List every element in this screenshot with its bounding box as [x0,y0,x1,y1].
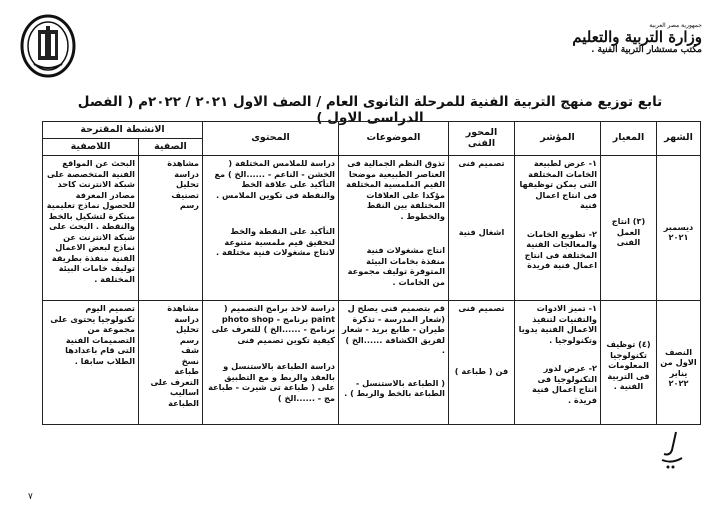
activity-item: طباعة [174,366,199,376]
content-cell [203,156,339,301]
topics-cell [339,301,449,425]
header-topics: الموضوعات [339,122,449,156]
extracurricular-cell: تصميم اليوم تكنولوجيا يحتوى على مجموعة من التصميمات الفنية التى قام باعدادها الطلاب سابقا . [43,301,139,425]
content-item: دراسة للملامس المختلفة ( الخشن - الناعم - ......الخ ) مع التأكيد على علاقة الخط والنقطة فى تكوين الملامس . [214,158,335,200]
header-content: المحتوى [203,122,339,156]
activity-item: رسم [179,334,199,345]
activity-item: نسخ [181,355,199,366]
topic-item: قم بتصميم فنى يصلح ل (شعار المدرسة - تذكرة طيران - طابع بريد - شعار لفريق الكشافة ......الخ ) . [342,303,445,355]
activity-item: التعرف على اساليب الطباعة [150,376,199,408]
content-item: التأكيد على النقطة والخط لتحقيق قيم ملمسية متنوعة لانتاج مشغولات فنية مختلفة . [215,226,335,257]
document-title: تابع توزيع منهج التربية الفنية للمرحلة الثانوى العام / الصف الاول ٢٠٢١ / ٢٠٢٢م ( الفصل الدراسى الاول ) [77,94,663,126]
axis-cell [449,156,515,301]
axis-item: تصميم فنى [458,303,505,313]
school-emblem-logo [20,14,76,78]
activity-item: مشاهدة [167,303,199,313]
table-row [43,301,701,425]
table-row [43,156,701,301]
activity-item: مشاهدة [167,158,199,168]
axis-item: فن ( طباعة ) [454,365,509,376]
ministry-header [532,22,702,55]
header-classroom: الصفية [139,139,203,156]
content-item: دراسة لاحد برامج التصميم ( paint برنامج - photo shop برنامج - ......الخ ) للتعرف على كيفية تكوين تصميم فنى [211,303,335,345]
header-standard: المعيار [601,122,657,156]
indicator-cell [515,301,601,425]
activity-item: تصنيف [171,189,199,200]
activity-item: رسم [179,200,199,210]
header-indicator: المؤشر [515,122,601,156]
topic-item: ( الطباعة بالاستنسل - الطباعة بالخط والربط ) . [344,377,445,398]
month-cell: ديسمبر ٢٠٢١ [657,156,701,301]
office-name: مكتب مستشار التربية الفنية . [591,45,702,55]
signature-mark [658,430,686,470]
header-extracurricular: اللاصفية [43,139,139,156]
standard-cell: (٣) انتاج العمل الفنى [601,156,657,301]
classroom-cell [139,301,203,425]
indicator-cell [515,156,601,301]
topic-item: انتاج مشغولات فنية منفذة بخامات البيئة المتوفرة توليف مجموعة من الخامات . [347,245,445,287]
activity-item: تحليل [176,324,199,334]
indicator-item: ١- تميز الادوات والتقنيات لتنفيذ الاعمال الفنية يدويا وتكنولوجيا . [518,303,597,345]
header-activities: الانشطة المقترحة [43,122,203,139]
country-label: جمهورية مصر العربية [649,22,702,29]
axis-item: تصميم فنى [458,158,505,168]
content-cell [203,301,339,425]
extracurricular-cell: البحث عن المواقع الفنية المتخصصة على شبكة الانترنت كاحد مصادر المعرفة للحصول نماذج تعليمية مبتكرة لتشكيل بالخط والنقطة . البحث على شبكة الانترنت عن نماذج لبعض الاعمال الفنية منفذة بطريقة توليف خامات البيئة المختلفة . [43,156,139,301]
topics-cell [339,156,449,301]
content-item: دراسة الطباعة بالاستنسل و بالعقد والربط و مع التطبيق على ( طباعة تى شيرت - طباعة مج - ......الخ ) [208,361,335,403]
ministry-name: وزارة التربية والتعليم [572,28,702,46]
header-month: الشهر [657,122,701,156]
standard-cell: (٤) توظيف تكنولوجيا المعلومات فى التربية الفنية . [601,301,657,425]
month-cell: النصف الاول من يناير ٢٠٢٢ [657,301,701,425]
header-axis: المحور الفنى [449,122,515,156]
indicator-item: ٢- تطويع الخامات والمعالجات الفنية المختلفة فى انتاج اعمال فنية فريدة [524,228,597,270]
classroom-cell [139,156,203,301]
page-number: ٧ [28,492,33,502]
indicator-item: ١- عرض لطبيعة الخامات المختلفة التى يمكن توظيفها فى انتاج اعمال فنية [519,158,597,210]
axis-cell [449,301,515,425]
activity-item: تحليل [176,179,199,189]
axis-item: اشغال فنية [458,226,505,237]
indicator-item: ٢- عرض لدور التكنولوجيا فى انتاج اعمال فنية فريدة . [532,363,597,405]
activity-item: دراسة [174,168,199,179]
curriculum-table [42,121,701,425]
activity-item: دراسة [174,313,199,324]
activity-item: شف [181,345,199,355]
topic-item: تذوق النظم الجمالية فى العناصر الطبيعية موضحا القيم الملمسية المختلفة مؤكدا على العلاقات المختلفة بين النقط والخطوط . [346,158,445,221]
